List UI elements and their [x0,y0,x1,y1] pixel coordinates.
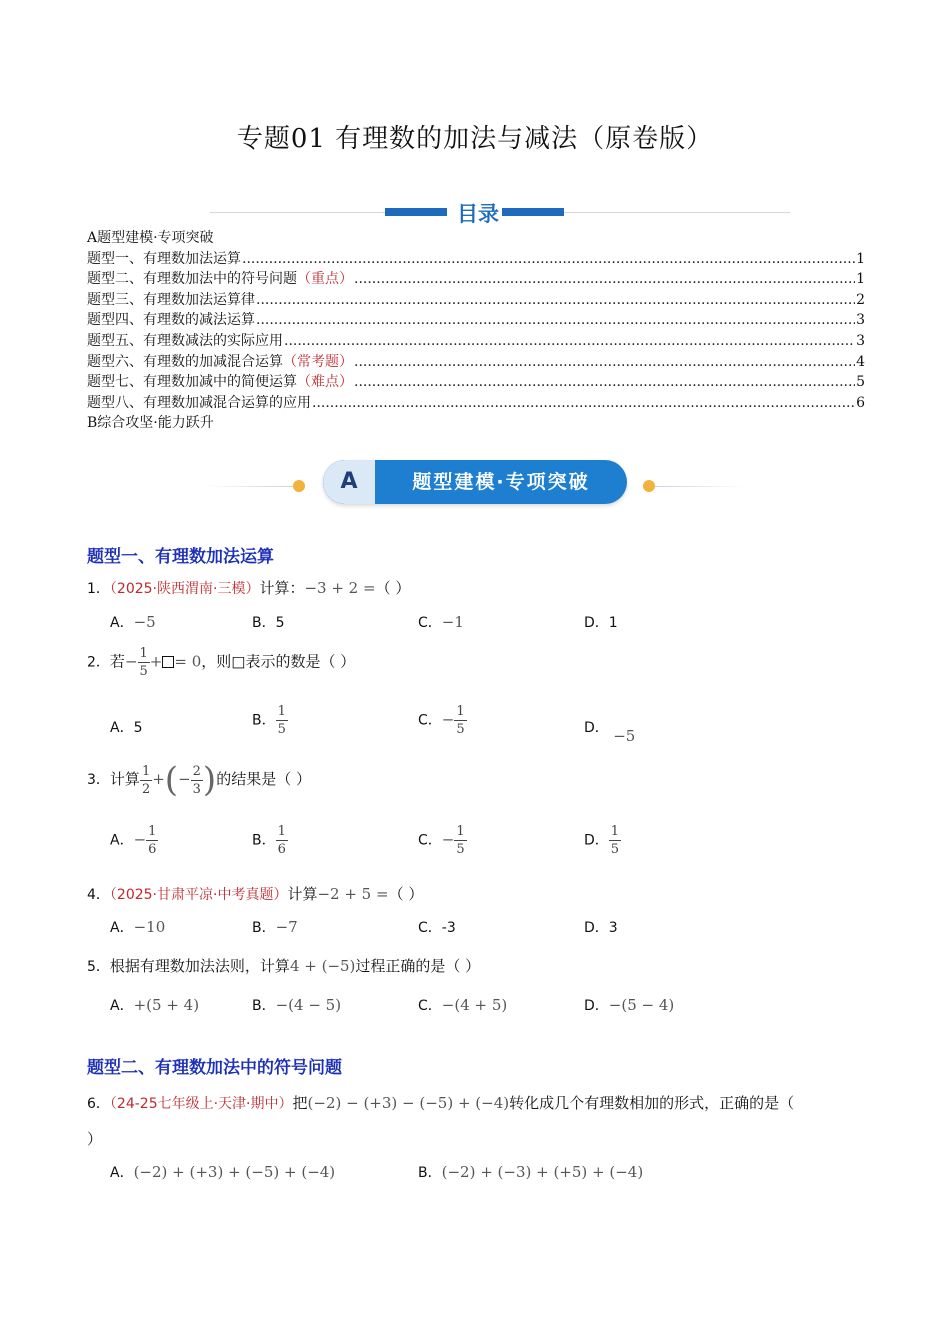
banner-text: 题型建模·专项突破 [412,471,590,493]
option-b[interactable]: B．−7 [252,918,298,936]
section-heading: 题型一、有理数加法运算 [87,547,274,567]
option-a[interactable]: A．−5 [110,613,156,631]
toc-item[interactable]: 题型三、有理数加法运算律 ..... 2 [87,290,865,311]
option-a[interactable]: A．+(5 + 4) [110,996,200,1014]
option-d[interactable]: D． $\frac{1}{5}$ [584,824,620,857]
option-c[interactable]: C．− $\frac{1}{5}$ [418,704,465,737]
option-a[interactable]: A．− $\frac{1}{6}$ [110,824,157,857]
option-b[interactable]: B．−(4 − 5) [252,996,342,1014]
option-c[interactable]: C．− $\frac{1}{5}$ [418,824,465,857]
toc-item[interactable]: 题型二、有理数加法中的符号问题 （重点） ..... 1 [87,269,865,290]
question-4: 4．（2025·甘肃平凉·中考真题）计算−2 + 5 =（ ） [87,885,424,903]
question-5: 5．根据有理数加法法则，计算4 + (−5)过程正确的是（ ） [87,957,481,975]
section-a-banner [205,458,745,508]
table-of-contents [87,228,865,434]
banner-letter: A [323,460,375,504]
option-c[interactable]: C．−(4 + 5) [418,996,508,1014]
toc-item[interactable]: 题型四、有理数的减法运算 ..... 3 [87,310,865,331]
toc-banner [210,198,790,228]
toc-item[interactable]: 题型五、有理数减法的实际应用 ..... 3 [87,331,865,352]
banner-dot-right [643,480,655,492]
option-b[interactable]: B．5 [252,615,285,631]
question-6: 6．（24-25七年级上·天津·期中）把(−2) − (+3) − (−5) + (−4)转化成几个有理数相加的形式，正确的是（ [87,1094,795,1112]
option-d[interactable]: D．3 [584,920,618,936]
option-d[interactable]: D．−(5 − 4) [584,996,675,1014]
toc-part-b: B综合攻坚·能力跃升 [87,415,214,432]
toc-item[interactable]: 题型一、有理数加法运算 ..... 1 [87,249,865,270]
question-6-continued: ） [87,1130,103,1148]
option-b[interactable]: B． $\frac{1}{6}$ [252,824,286,857]
question-3: 3．计算 $\frac{1}{2}$ +(− $\frac{2}{3}$ )的结果是（ ） [87,760,311,800]
question-2: 2．若− $\frac{1}{5}$ + = 0，则□表示的数是（ ） [87,646,356,679]
option-d[interactable]: D． −5 [584,720,636,745]
blank-box [162,656,174,668]
toc-heading: 目录 [457,202,499,226]
toc-item[interactable]: 题型八、有理数加减混合运算的应用 ..... 6 [87,393,865,414]
option-b[interactable]: B．(−2) + (−3) + (+5) + (−4) [418,1163,644,1181]
page-title: 专题01 有理数的加法与减法（原卷版） [236,124,714,154]
option-a[interactable]: A．−10 [110,918,166,936]
banner-dot-left [293,480,305,492]
question-1: 1．（2025·陕西渭南·三模）计算：−3 + 2 =（ ） [87,579,411,597]
option-a[interactable]: A．(−2) + (+3) + (−5) + (−4) [110,1163,336,1181]
option-c[interactable]: C．-3 [418,920,456,936]
toc-item[interactable]: 题型七、有理数加减中的简便运算 （难点） ..... 5 [87,372,865,393]
toc-item[interactable]: 题型六、有理数的加减混合运算 （常考题） ..... 4 [87,352,865,373]
section-heading: 题型二、有理数加法中的符号问题 [87,1058,342,1078]
option-d[interactable]: D．1 [584,615,618,631]
option-c[interactable]: C．−1 [418,613,464,631]
toc-part-a: A题型建模·专项突破 [87,230,214,246]
option-b[interactable]: B． $\frac{1}{5}$ [252,704,286,737]
option-a[interactable]: A．5 [110,720,143,736]
banner-pill [323,460,627,504]
